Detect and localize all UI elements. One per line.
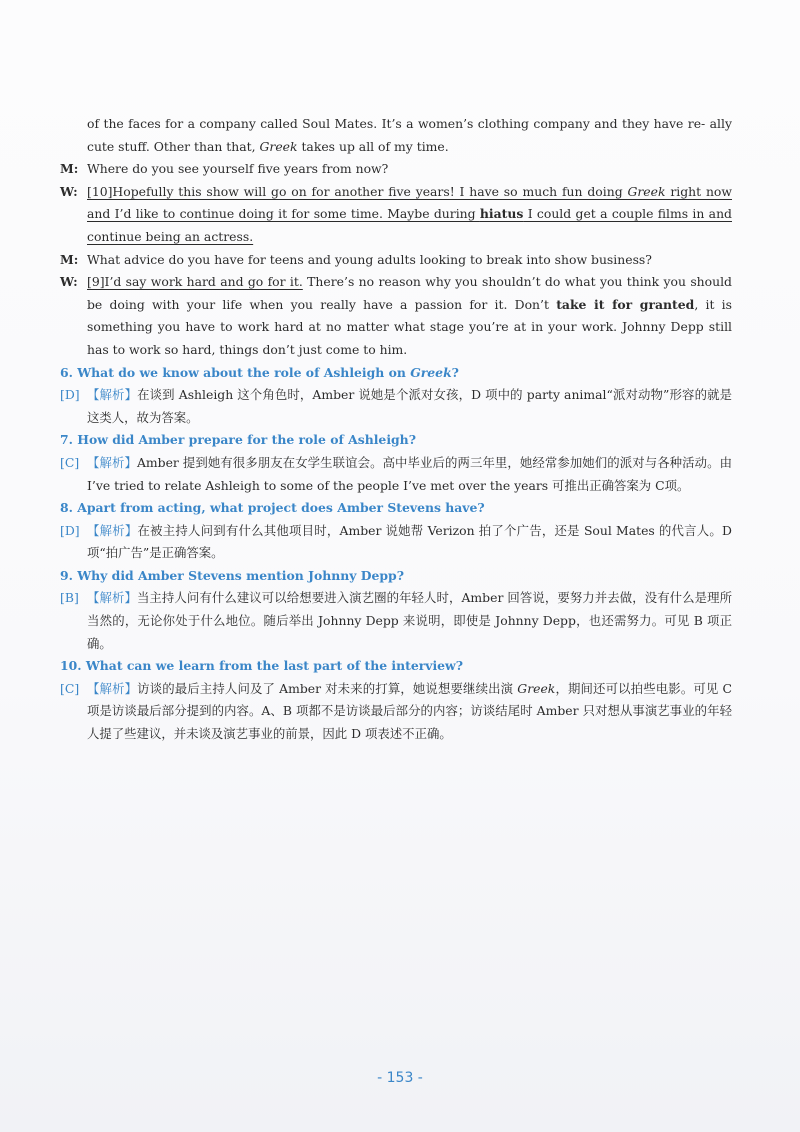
keyword-hiatus: hiatus [479, 206, 524, 222]
dialogue-text: There’s no reason why you shouldn’t do what you think you should be doing with your life when you really have a passion for it. Don’t [87, 274, 732, 312]
dialogue-w1 [60, 181, 732, 249]
answer-option: [C] [60, 680, 80, 696]
continuation-line-1: of the faces for a company called Soul Mates. It’s a women’s clothing company and they have re- [87, 116, 706, 131]
page-content [60, 113, 732, 746]
dialogue-m2 [60, 249, 732, 272]
question-mark: ? [451, 364, 459, 380]
answer-8 [60, 520, 732, 565]
dialogue-text: What advice do you have for teens and young adults looking to break into show business? [87, 251, 652, 267]
answer-10 [60, 678, 732, 746]
answer-option: [D] [60, 522, 80, 538]
question-text: 7. How did Amber prepare for the role of Ashleigh? [60, 432, 416, 448]
analysis-text: 当主持人问有什么建议可以给想要进入演艺圈的年轻人时，Amber 回答说，要努力并去做，没有什么是理所当然的，无论你处于什么地位。随后举出 Johnny Depp 来说明，即使是 Johnny Depp，也还需努力。可见 B 项正确。 [87, 590, 733, 651]
question-9 [60, 565, 732, 588]
dialogue-text: Where do you see yourself five years from now? [87, 161, 389, 177]
analysis-text: 在谈到 Ashleigh 这个角色时，Amber 说她是个派对女孩，D 项中的 party animal“派对动物”形容的就是这类人，故为答案。 [87, 387, 733, 425]
underlined-text: [9]I’d say work hard and go for it. [87, 274, 303, 290]
question-text: 10. What can we learn from the last part of the interview? [60, 658, 463, 674]
analysis-text: 在被主持人问到有什么其他项目时，Amber 说她帮 Verizon 拍了个广告，还是 Soul Mates 的代言人。D 项“拍广告”是正确答案。 [87, 522, 732, 561]
analysis-text: ，期间还可以拍些电影。可见 C 项是访谈最后部分提到的内容。A、B 项都不是访谈最后部分的内容；访谈结尾时 Amber 只对想从事演艺事业的年轻人提了些建议，并未谈及演艺事业的前景，因此 D 项表述不正确。 [87, 680, 733, 742]
speaker-w: W: [60, 274, 78, 290]
continuation-line-2c: takes up all of my time. [297, 138, 449, 154]
question-text: 6. What do we know about the role of Ashleigh on [60, 364, 411, 380]
answer-option: [C] [60, 454, 80, 470]
dialogue-text: I could get a couple films in and continue being an actress. [87, 206, 732, 244]
dialogue-w2 [60, 271, 732, 361]
question-10 [60, 655, 732, 678]
answer-7 [60, 452, 732, 497]
dialogue-text: [10]Hopefully this show will go on for another five years! I have so much fun doing [87, 183, 628, 199]
transcript-continuation [60, 113, 732, 158]
dialogue-text: , it is something you have to work hard at no matter what stage you’re at in your work. Johnny Depp still has to work so hard, things don’t just come to him. [87, 296, 732, 357]
greek-title: Greek [517, 680, 556, 696]
analysis-tag: 【解析】 [87, 680, 138, 696]
keyword-phrase: take it for granted [556, 296, 695, 312]
speaker-w: W: [60, 183, 78, 199]
analysis-tag: 【解析】 [87, 522, 138, 538]
analysis-tag: 【解析】 [87, 454, 137, 470]
question-7 [60, 429, 732, 452]
answer-option: [B] [60, 590, 79, 606]
page-number: - 153 - [377, 1070, 423, 1086]
underlined-text [87, 184, 732, 244]
answer-option: [D] [60, 387, 80, 403]
analysis-text: 访谈的最后主持人问及了 Amber 对未来的打算，她说想要继续出演 [137, 680, 518, 696]
analysis-text: Amber 提到她有很多朋友在女学生联谊会。高中毕业后的两三年里，她经常参加她们的派对与各种活动。由 I’ve tried to relate Ashleigh to some of the people I’ve met over the years 可推出正确答案为 C项。 [87, 454, 733, 493]
question-6 [60, 362, 732, 385]
analysis-tag: 【解析】 [87, 387, 138, 403]
greek-title: Greek [259, 138, 298, 154]
dialogue-m1 [60, 158, 732, 181]
greek-title: Greek [410, 364, 452, 380]
greek-title: Greek [627, 183, 666, 199]
question-text: 9. Why did Amber Stevens mention Johnny Depp? [60, 567, 404, 583]
answer-6 [60, 384, 732, 429]
speaker-m: M: [60, 161, 79, 177]
question-text: 8. Apart from acting, what project does Amber Stevens have? [60, 500, 485, 516]
speaker-m: M: [60, 251, 79, 267]
question-8 [60, 497, 732, 520]
continuation-line-2a: ally cute stuff. Other than that, [87, 116, 732, 154]
analysis-tag: 【解析】 [87, 590, 137, 606]
dialogue-text: right now and I’d like to continue doing it for some time. Maybe during [87, 183, 733, 222]
answer-9 [60, 587, 732, 655]
